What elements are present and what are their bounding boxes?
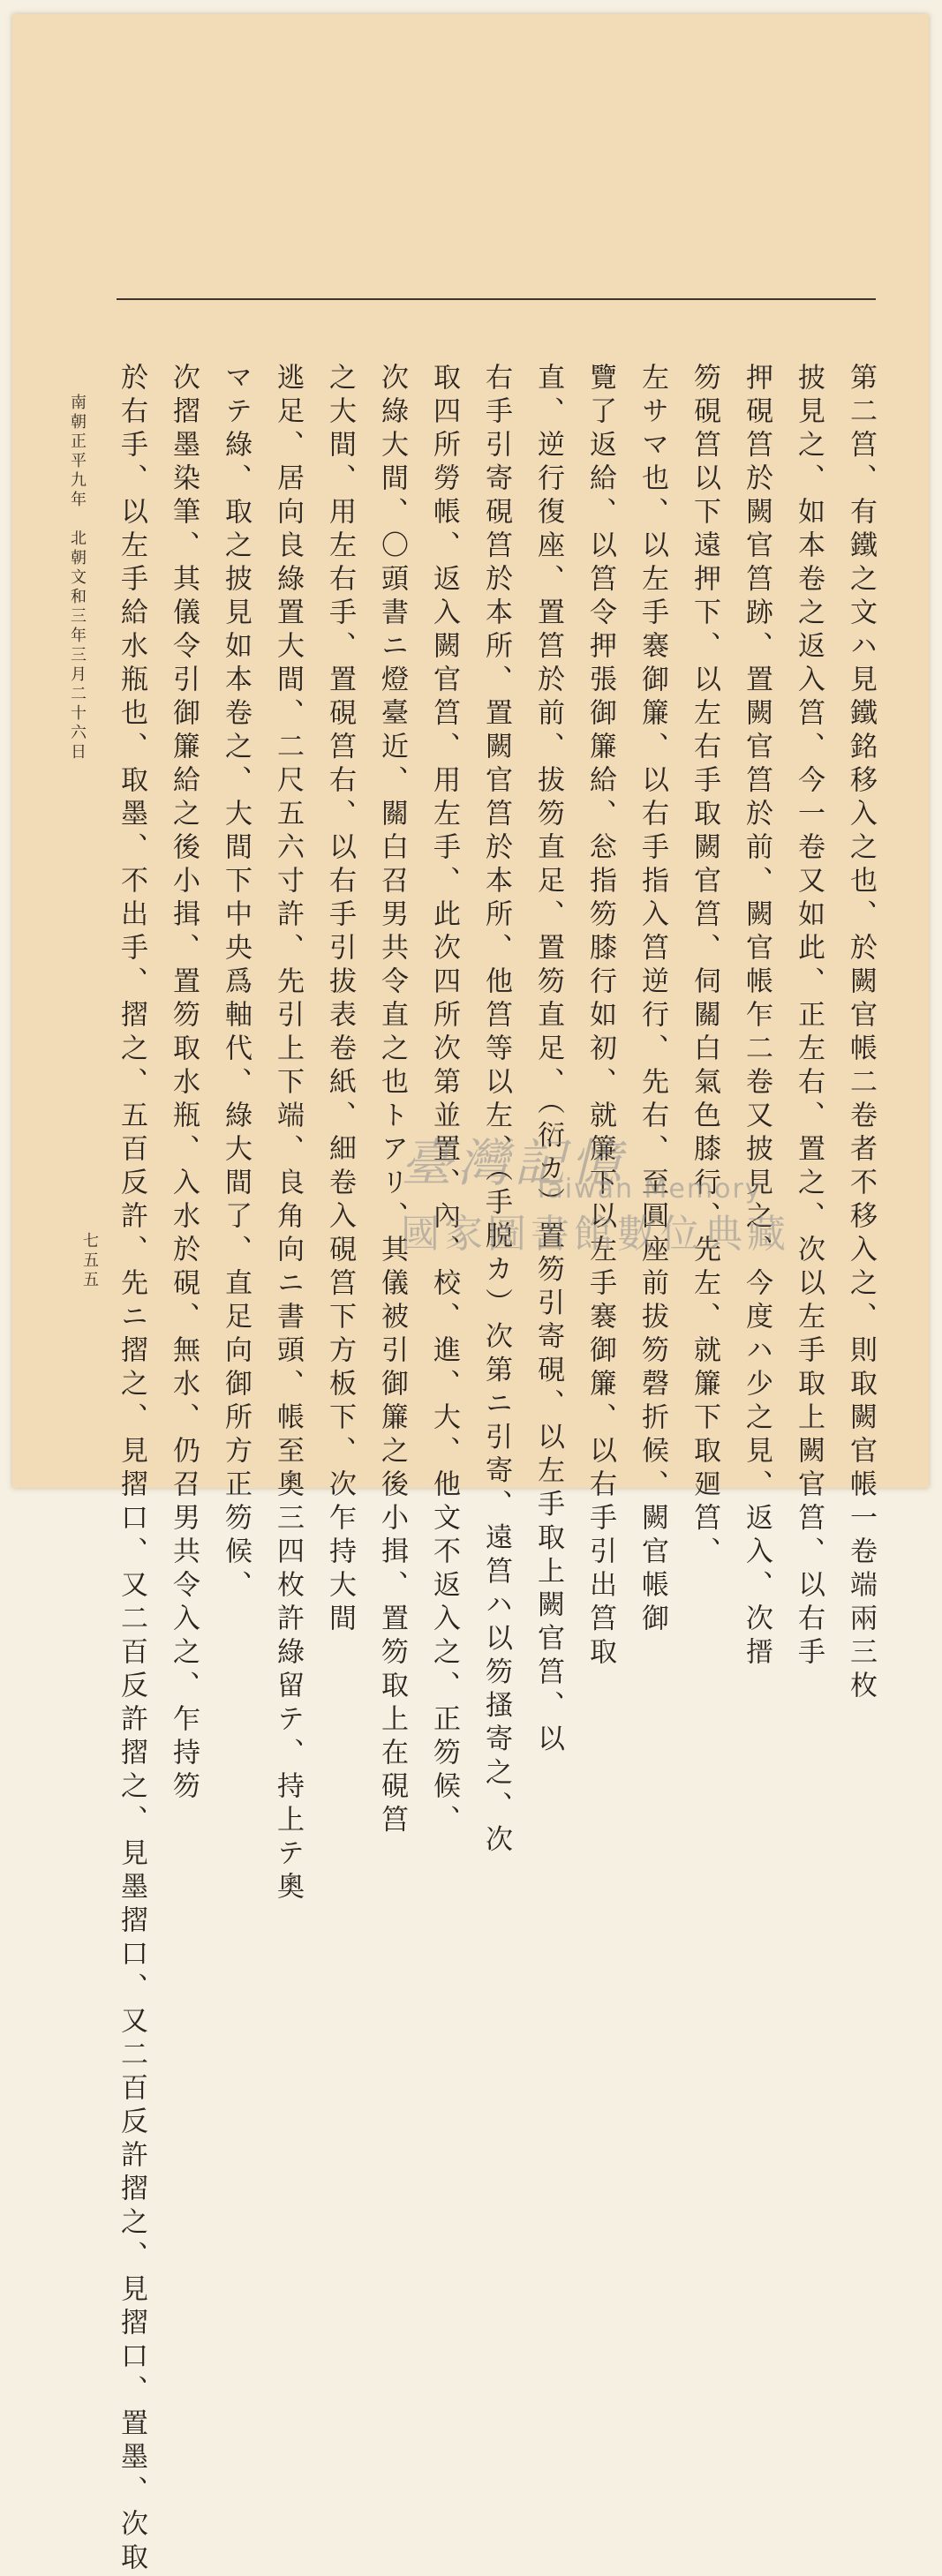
text-column: 取四所勞帳、返入闕官筥、用左手、此次四所次第並置、內、校、進、大、他文不返入之、正笏候、	[428, 363, 460, 1838]
text-column: 披見之、如本卷之返入筥、今一卷又如此、正左右、置之、次以左手取上闕官筥、以右手	[793, 363, 825, 1671]
watermark-art-text: 臺灣記憶	[401, 1133, 628, 1193]
text-column: マテ綠、取之披見如本卷之、大間下中央爲軸代、綠大間了、直足向御所方正笏候、	[220, 363, 252, 1603]
text-column: 笏硯筥以下遠押下、以左右手取闕官筥、伺關白氣色膝行、先左、就簾下取廻筥、	[689, 363, 720, 1570]
text-column: 覽了返給、以筥令押張御簾給、忩指笏膝行如初、就簾下以左手褰御簾、以右手引出筥取	[584, 363, 616, 1671]
text-column: 左サマ也、以左手褰御簾、以右手指入筥逆行、先右、至圓座前拔笏磬折候、闕官帳御	[637, 363, 668, 1637]
text-column: 右手引寄硯筥於本所、置闕官筥於本所、他筥等以左、（手脱カ）次第ニ引寄、遠筥ハ以笏搔寄之、次	[480, 363, 512, 1859]
library-watermark	[401, 1135, 860, 1258]
text-column: 之大間、用左右手、置硯筥右、以右手引拔表卷紙、細卷入硯筥下方板下、次乍持大間	[324, 363, 356, 1637]
text-column: 押硯筥於闕官筥跡、置闕官筥於前、闕官帳乍二卷又披見之、今度ハ少之見、返入、次搢	[741, 363, 772, 1671]
text-column: 次綠大間、〇頭書ニ燈臺近、關白召男共令直之也トアリ、其儀被引御簾之後小揖、置笏取上在硯筥	[376, 363, 408, 1838]
text-column: 於右手、以左手給水瓶也、取墨、不出手、摺之、五百反許、先ニ摺之、見摺口、又二百反許摺之、見墨摺口、又二百反許摺之、見摺口、置墨、次取	[116, 363, 147, 2576]
text-column: 逃足、居向良綠置大間、二尺五六寸許、先引上下端、良角向ニ書頭、帳至奧三四枚許綠留テ、持上テ奧	[272, 363, 304, 1905]
text-column: 直、逆行復座、置筥於前、拔笏直足、置笏直足、（衍カ）置笏引寄硯、以左手取上闕官筥、以	[532, 363, 564, 1758]
header-rule	[117, 298, 876, 300]
page-number: 七五五	[80, 1232, 99, 1290]
watermark-chinese: 國家圖書館數位典藏	[401, 1212, 790, 1257]
watermark-english: Taiwan Memory	[533, 1174, 763, 1205]
page-sheet	[12, 14, 929, 2576]
text-column: 次摺墨染筆、其儀令引御簾給之後小揖、置笏取水瓶、入水於硯、無水、仍召男共令入之、乍持笏	[168, 363, 200, 1805]
date-footer: 南朝正平九年 北朝文和三年三月二十六日	[68, 394, 87, 762]
text-column: 第二筥、有鐵之文ハ見鐵銘移入之也、於闕官帳二卷者不移入之、則取闕官帳一卷端兩三枚	[845, 363, 877, 1704]
